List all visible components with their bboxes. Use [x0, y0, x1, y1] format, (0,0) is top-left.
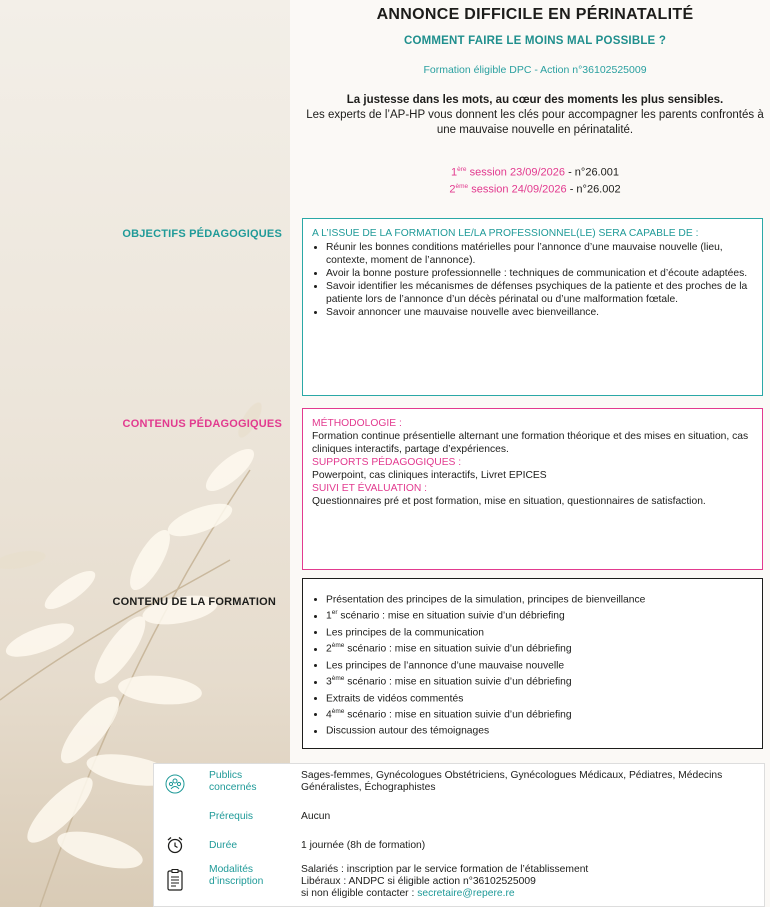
- modalites-value: [301, 864, 761, 900]
- item-text: Discussion autour des témoignages: [326, 725, 490, 737]
- suivi-text: Questionnaires pré et post formation, mise en situation, questionnaires de satisfaction.: [312, 496, 706, 507]
- list-item: [326, 606, 752, 622]
- session-date: session 24/09/2026: [468, 183, 567, 196]
- publics-label: Publics concernés: [209, 770, 257, 793]
- modalites-line-1: Salariés : inscription par le service formation de l’établissement: [301, 864, 589, 875]
- publics-value: Sages-femmes, Gynécologues Obstétriciens, Gynécologues Médicaux, Pédiatres, Médecins Généralistes, Échographistes: [301, 770, 723, 793]
- session-date: session 23/09/2026: [466, 166, 566, 179]
- alarm-clock-icon: [165, 835, 185, 855]
- objectifs-box: [302, 218, 763, 396]
- item-prefix: 1: [326, 610, 332, 622]
- supports-heading: SUPPORTS PÉDAGOGIQUES :: [312, 457, 462, 468]
- list-item: [326, 705, 752, 721]
- list-item: • Avoir la bonne posture professionnelle : techniques de communication et d’écoute adaptées.: [326, 267, 752, 280]
- methodologie-text: Formation continue présentielle alternant une formation théorique et des mises en situation, cas cliniques interactifs, partage d’expériences.: [312, 431, 749, 455]
- objectifs-heading: A L’ISSUE DE LA FORMATION LE/LA PROFESSIONNEL(LE) SERA CAPABLE DE :: [312, 228, 699, 239]
- item-text: Les principes de l’annonce d’une mauvaise nouvelle: [326, 660, 565, 672]
- lead-bold: La justesse dans les mots, au cœur des moments les plus sensibles.: [346, 94, 724, 106]
- session-sup: ère: [457, 166, 467, 173]
- contenus-box: [302, 408, 763, 570]
- modalites-line-2: Libéraux : ANDPC si éligible action n°36102525009: [301, 876, 536, 887]
- item-sup: ème: [331, 707, 345, 715]
- dpc-eligibility: Formation éligible DPC - Action n°36102525009: [423, 64, 647, 76]
- contenu-formation-list: [312, 590, 752, 738]
- methodologie-heading: MÉTHODOLOGIE :: [312, 418, 402, 429]
- list-item: • Savoir annoncer une mauvaise nouvelle avec bienveillance.: [326, 306, 752, 319]
- prerequis-value: Aucun: [301, 811, 331, 822]
- lead-paragraph: [300, 93, 770, 138]
- people-icon: [165, 774, 185, 794]
- session-ordinal: 2: [449, 183, 456, 196]
- list-item: [326, 689, 752, 705]
- contenu-formation-box: [302, 578, 763, 749]
- lead-text: Les experts de l’AP-HP vous donnent les clés pour accompagner les parents confrontés à une mauvaise nouvelle en périnatalité.: [306, 109, 764, 136]
- item-text: scénario : mise en situation suivie d’un débriefing: [337, 610, 565, 622]
- session-sup: ème: [455, 182, 469, 190]
- item-text: scénario : mise en situation suivie d’un débriefing: [344, 676, 572, 688]
- objectifs-list: [312, 241, 752, 319]
- session-ref: - n°26.002: [566, 183, 621, 196]
- modalites-line-3-text: si non éligible contacter :: [301, 888, 418, 899]
- list-item: [326, 656, 752, 672]
- clipboard-icon: [165, 868, 185, 892]
- item-prefix: 3: [326, 676, 332, 688]
- contact-email-link[interactable]: secretaire@repere.re: [417, 888, 515, 899]
- session-ref: - n°26.001: [565, 166, 619, 179]
- list-item: [326, 623, 752, 639]
- suivi-heading: SUIVI ET ÉVALUATION :: [312, 483, 428, 494]
- list-item: [326, 672, 752, 688]
- item-text: Présentation des principes de la simulation, principes de bienveillance: [326, 594, 646, 606]
- list-item: • Savoir identifier les mécanismes de défenses psychiques de la patiente et des proches de la patiente lors de l’annonce d’un décès périnatal ou d’une malformation fœtale.: [326, 280, 752, 306]
- info-panel: [153, 763, 765, 907]
- item-prefix: 2: [326, 643, 332, 655]
- contenu-formation-label: CONTENU DE LA FORMATION: [112, 596, 276, 608]
- session-1: [300, 163, 770, 180]
- item-sup: ème: [331, 675, 345, 683]
- item-prefix: 4: [326, 709, 332, 721]
- modalites-line-3: [301, 888, 761, 900]
- item-text: Extraits de vidéos commentés: [326, 692, 464, 704]
- list-item: [326, 590, 752, 606]
- item-text: Les principes de la communication: [326, 627, 484, 639]
- duree-value: 1 journée (8h de formation): [301, 840, 426, 851]
- page-title: ANNONCE DIFFICILE EN PÉRINATALITÉ: [376, 6, 694, 23]
- list-item: [326, 639, 752, 655]
- list-item: • Réunir les bonnes conditions matérielles pour l’annonce d’une mauvaise nouvelle (lieu, contexte, moment de l’annonce).: [326, 241, 752, 267]
- session-2: [300, 180, 770, 197]
- objectifs-label: OBJECTIFS PÉDAGOGIQUES: [122, 228, 282, 240]
- list-item: [326, 721, 752, 737]
- modalites-label: Modalités d’inscription: [209, 864, 264, 887]
- item-text: scénario : mise en situation suivie d’un débriefing: [344, 643, 572, 655]
- page-subtitle: COMMENT FAIRE LE MOINS MAL POSSIBLE ?: [403, 35, 667, 47]
- supports-text: Powerpoint, cas cliniques interactifs, Livret EPICES: [312, 470, 547, 481]
- item-text: scénario : mise en situation suivie d’un débriefing: [344, 709, 572, 721]
- item-sup: ème: [331, 642, 345, 650]
- duree-label: Durée: [209, 840, 238, 851]
- item-sup: er: [331, 609, 338, 617]
- contenus-label: CONTENUS PÉDAGOGIQUES: [122, 418, 282, 430]
- sessions: [300, 163, 770, 196]
- prerequis-label: Prérequis: [209, 811, 254, 822]
- session-ordinal: 1: [451, 166, 458, 179]
